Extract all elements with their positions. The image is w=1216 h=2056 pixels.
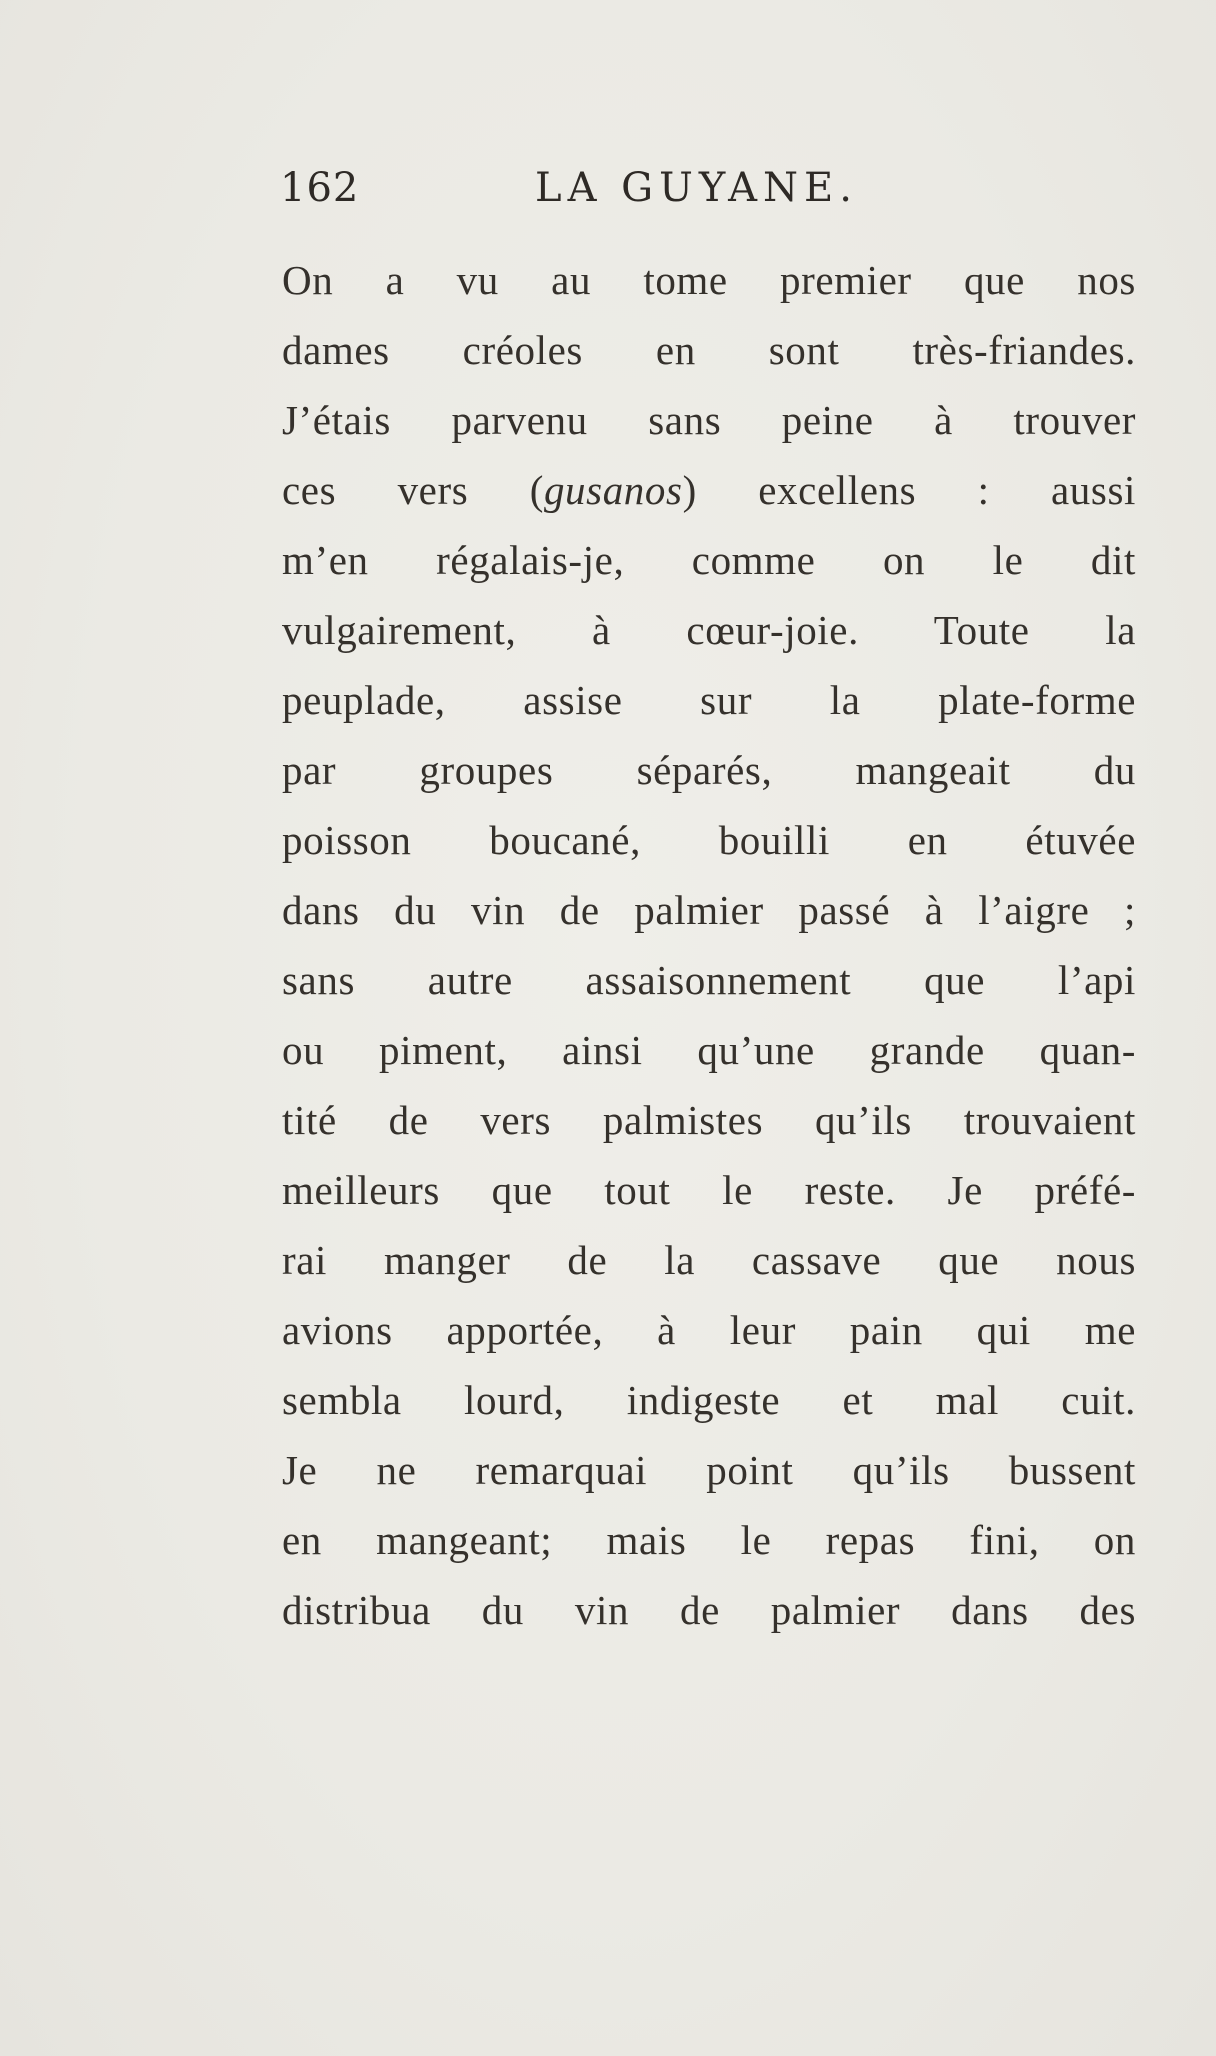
text-line: dames créoles en sont très-friandes. [282, 327, 1136, 373]
text-line: On a vu au tome premier que nos [282, 257, 1136, 303]
text-line: vulgairement, à cœur-joie. Toute la [282, 607, 1136, 653]
page-number: 162 [280, 165, 360, 211]
body-text [282, 245, 1136, 1645]
text-line-with-italic [282, 455, 1136, 525]
text-line: peuplade, assise sur la plate-forme [282, 677, 1136, 723]
text-line: avions apportée, à leur pain qui me [282, 1307, 1136, 1353]
text-line: J’étais parvenu sans peine à trouver [282, 397, 1136, 443]
text-segment: ces vers ( [282, 467, 544, 513]
text-line: sans autre assaisonnement que l’api [282, 957, 1136, 1003]
text-segment: ) excellens : aussi [682, 467, 1136, 513]
text-line: par groupes séparés, mangeait du [282, 747, 1136, 793]
text-line: dans du vin de palmier passé à l’aigre ; [282, 887, 1136, 933]
text-line: meilleurs que tout le reste. Je préfé- [282, 1167, 1136, 1213]
text-line: en mangeant; mais le repas fini, on [282, 1517, 1136, 1563]
italic-term: gusanos [543, 467, 683, 513]
text-line: distribua du vin de palmier dans des [282, 1587, 1136, 1633]
text-line: tité de vers palmistes qu’ils trouvaient [282, 1097, 1136, 1143]
text-line: Je ne remarquai point qu’ils bussent [282, 1447, 1136, 1493]
text-line: m’en régalais-je, comme on le dit [282, 537, 1136, 583]
text-line: rai manger de la cassave que nous [282, 1237, 1136, 1283]
text-line: poisson boucané, bouilli en étuvée [282, 817, 1136, 863]
text-line: sembla lourd, indigeste et mal cuit. [282, 1377, 1136, 1423]
text-line: ou piment, ainsi qu’une grande quan- [282, 1027, 1136, 1073]
page-header [280, 165, 1140, 225]
running-title: LA GUYANE. [535, 165, 858, 211]
